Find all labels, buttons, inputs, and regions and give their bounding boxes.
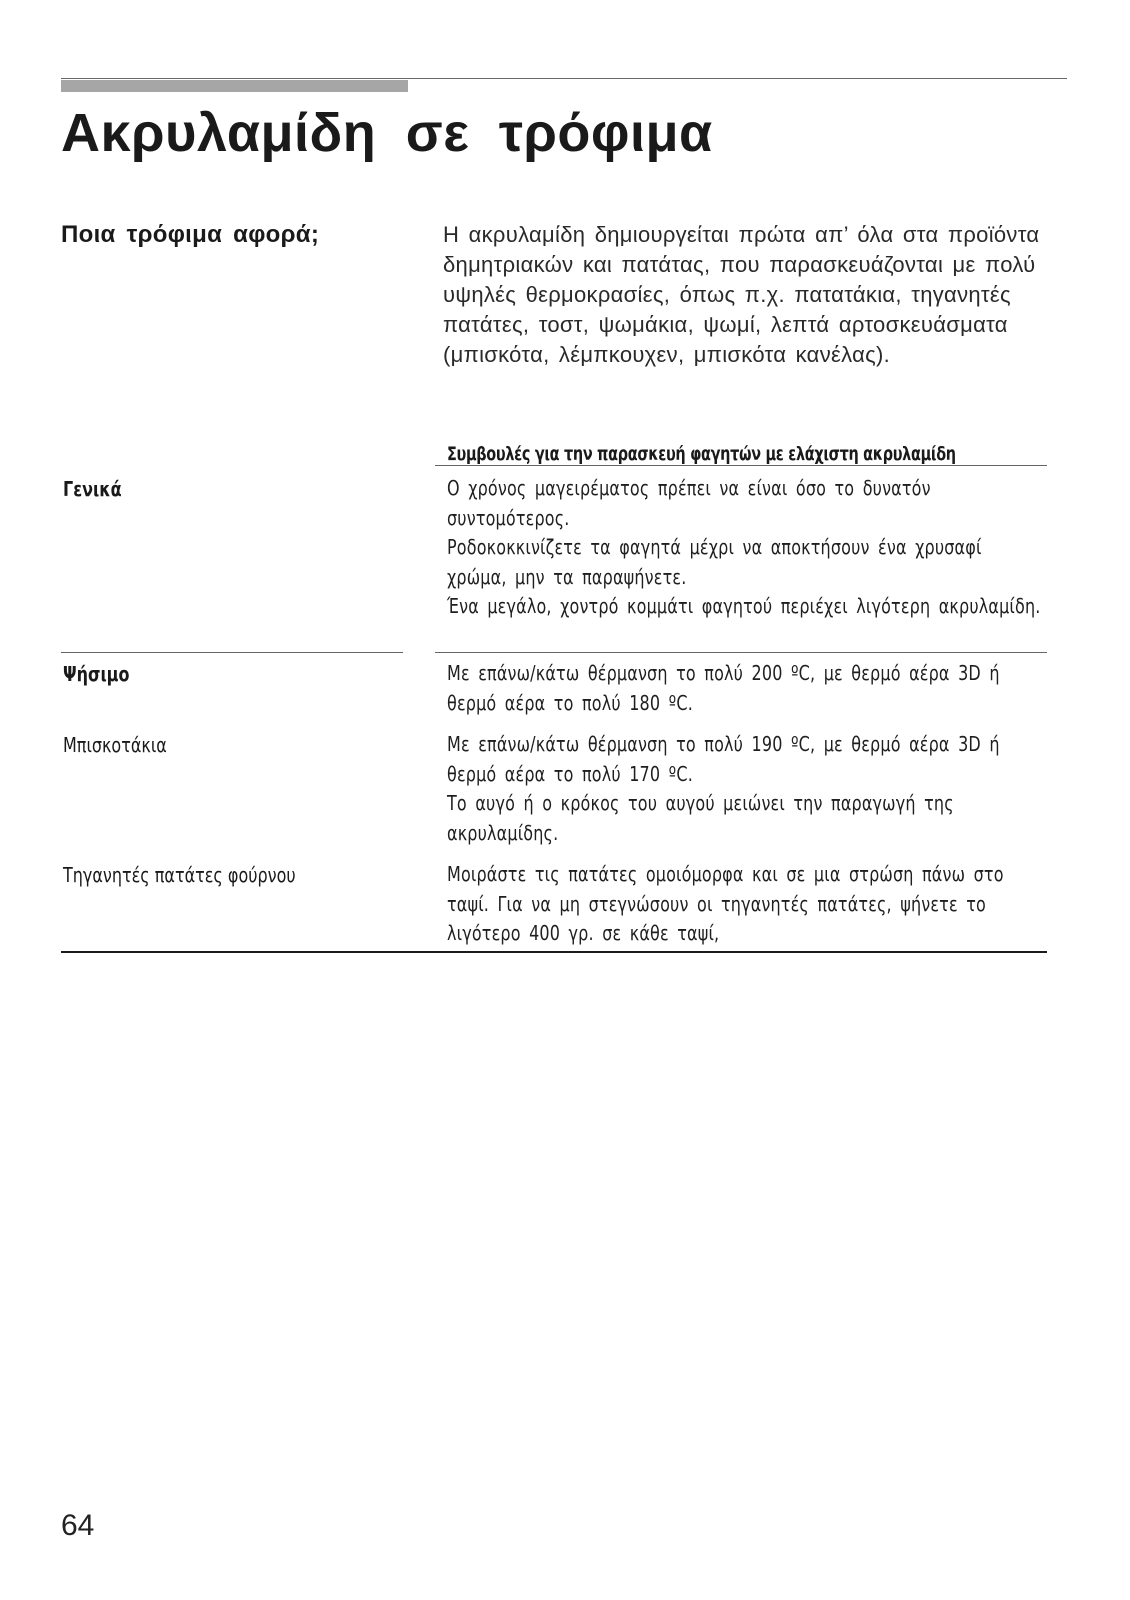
baking-line-1: Με επάνω/κάτω θέρμανση το πολύ 200 ºC, με θερμό αέρα 3D ή θερμό αέρα το πολύ 180 ºC.: [447, 661, 1000, 715]
tips-header-rule: [435, 465, 1047, 466]
header-accent-bar: [61, 80, 408, 92]
general-line-2: Ροδοκοκκινίζετε τα φαγητά μέχρι να αποκτήσουν ένα χρυσαφί χρώμα, μην τα παραψήνετε.: [447, 535, 982, 589]
row-label-baking: Ψήσιμο: [63, 662, 130, 686]
row-text-cookies: [447, 730, 1047, 848]
row-text-general: [447, 474, 1047, 622]
oven-fries-line-1: Μοιράστε τις πατάτες ομοιόμορφα και σε μια στρώση πάνω στο ταψί. Για να μη στεγνώσουν οι τηγανητές πατάτες, ψήνετε το λιγότερο 400 γρ. σε κάθε ταψί,: [447, 862, 1004, 945]
intro-heading: Ποια τρόφιμα αφορά;: [61, 221, 320, 248]
row-label-cookies: Μπισκοτάκια: [63, 733, 167, 757]
cookies-line-2: Το αυγό ή ο κρόκος του αυγού μειώνει την παραγωγή της ακρυλαμίδης.: [447, 791, 954, 845]
page-title: Ακρυλαμίδη σε τρόφιμα: [61, 103, 713, 163]
header-rule: [61, 78, 1067, 79]
row-text-baking: [447, 659, 1047, 718]
row-rule-right: [435, 652, 1047, 653]
intro-paragraph: Η ακρυλαμίδη δημιουργείται πρώτα απ’ όλα στα προϊόντα δημητριακών και πατάτας, που παρασκευάζονται με πολύ υψηλές θερμοκρασίες, όπως π.χ. πατατάκια, τηγανητές πατάτες, τοστ, ψωμάκια, ψωμί, λεπτά αρτοσκευάσματα (μπισκότα, λέμπκουχεν, μπισκότα κανέλας).: [443, 222, 1040, 367]
general-line-3: Ένα μεγάλο, χοντρό κομμάτι φαγητού περιέχει λιγότερη ακρυλαμίδη.: [447, 594, 1041, 618]
general-line-1: Ο χρόνος μαγειρέματος πρέπει να είναι όσο το δυνατόν συντομότερος.: [447, 476, 931, 530]
row-label-general: Γενικά: [63, 477, 122, 501]
row-label-oven-fries: Τηγανητές πατάτες φούρνου: [63, 863, 296, 887]
row-text-oven-fries: [447, 860, 1047, 949]
table-bottom-rule: [61, 951, 1047, 953]
cookies-line-1: Με επάνω/κάτω θέρμανση το πολύ 190 ºC, με θερμό αέρα 3D ή θερμό αέρα το πολύ 170 ºC.: [447, 732, 1000, 786]
tips-table-header: Συμβουλές για την παρασκευή φαγητών με ελάχιστη ακρυλαμίδη: [447, 444, 956, 465]
row-rule-left: [61, 652, 403, 653]
page-number: 64: [61, 1509, 95, 1542]
